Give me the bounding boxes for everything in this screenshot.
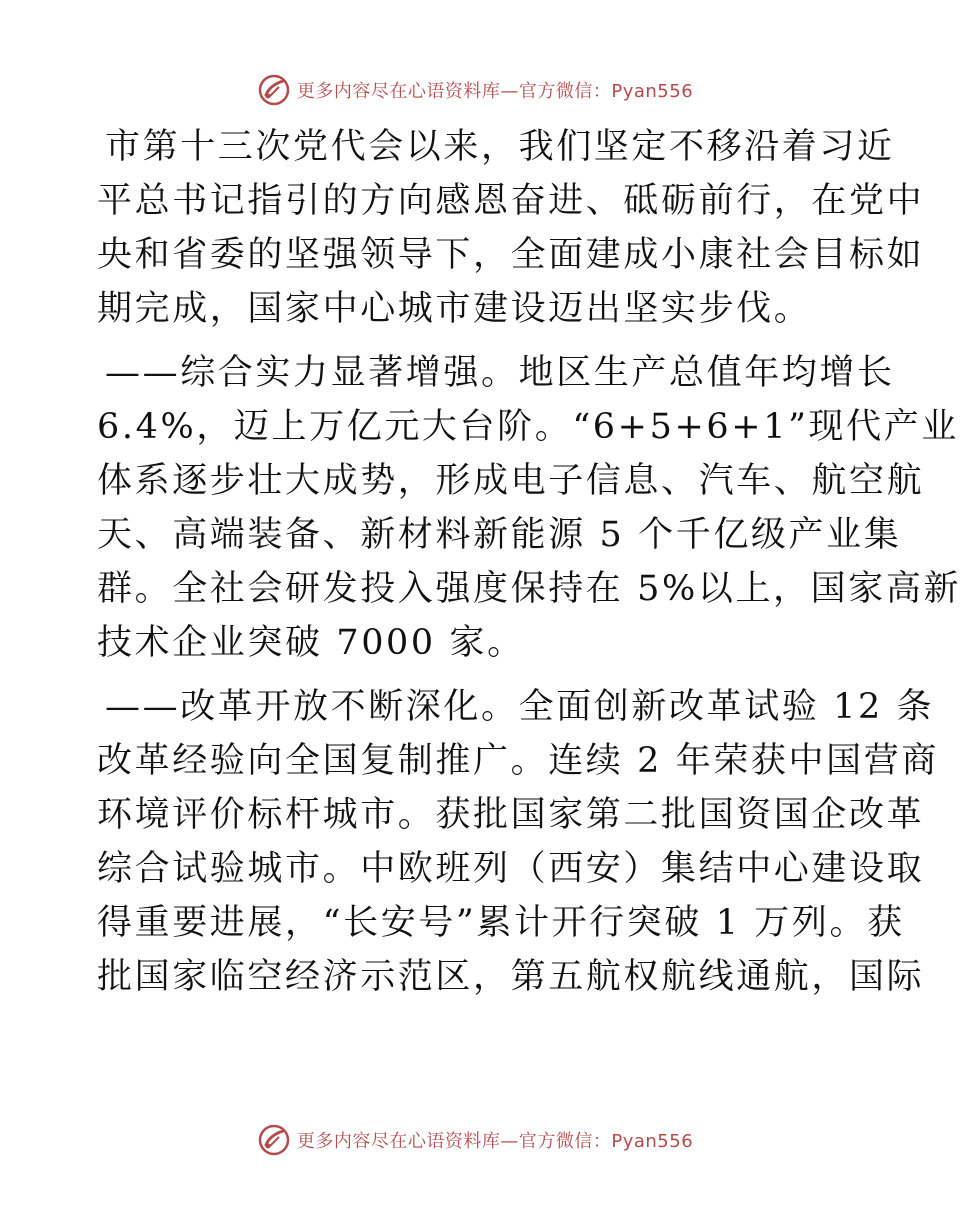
header-watermark bbox=[0, 70, 950, 110]
footer-text: 更多内容尽在心语资料库—官方微信：Pyan556 bbox=[296, 1131, 694, 1152]
hand-pen-logo-icon bbox=[257, 1123, 291, 1157]
text-line: ——综合实力显著增强。地区生产总值年均增长 bbox=[105, 353, 895, 393]
text-line: 6.4%，迈上万亿元大台阶。“6+5+6+1”现代产业 bbox=[97, 407, 959, 447]
text-line: 环境评价标杆城市。获批国家第二批国资国企改革 bbox=[97, 795, 925, 835]
text-line: 期完成，国家中心城市建设迈出坚实步伐。 bbox=[97, 289, 812, 329]
text-line: 天、高端装备、新材料新能源 5 个千亿级产业集 bbox=[97, 515, 902, 555]
header-text: 更多内容尽在心语资料库—官方微信：Pyan556 bbox=[296, 81, 694, 102]
text-line: 技术企业突破 7000 家。 bbox=[97, 623, 525, 663]
document-body bbox=[97, 120, 961, 1014]
text-line: 平总书记指引的方向感恩奋进、砥砺前行，在党中 bbox=[97, 181, 925, 221]
paragraph-2 bbox=[97, 346, 961, 670]
footer-watermark bbox=[0, 1120, 950, 1160]
text-line: 改革经验向全国复制推广。连续 2 年荣获中国营商 bbox=[97, 741, 939, 781]
text-line: 得重要进展，“长安号”累计开行突破 1 万列。获 bbox=[97, 903, 905, 943]
text-line: 群。全社会研发投入强度保持在 5%以上，国家高新 bbox=[97, 569, 961, 609]
paragraph-1 bbox=[97, 120, 925, 336]
text-line: 批国家临空经济示范区，第五航权航线通航，国际 bbox=[97, 957, 925, 997]
text-line: 央和省委的坚强领导下，全面建成小康社会目标如 bbox=[97, 235, 925, 275]
paragraph-3 bbox=[97, 680, 939, 1004]
text-line: ——改革开放不断深化。全面创新改革试验 12 条 bbox=[105, 687, 935, 727]
text-line: 市第十三次党代会以来，我们坚定不移沿着习近 bbox=[105, 127, 895, 167]
text-line: 综合试验城市。中欧班列（西安）集结中心建设取 bbox=[97, 849, 925, 889]
hand-pen-logo-icon bbox=[257, 73, 291, 107]
text-line: 体系逐步壮大成势，形成电子信息、汽车、航空航 bbox=[97, 461, 925, 501]
